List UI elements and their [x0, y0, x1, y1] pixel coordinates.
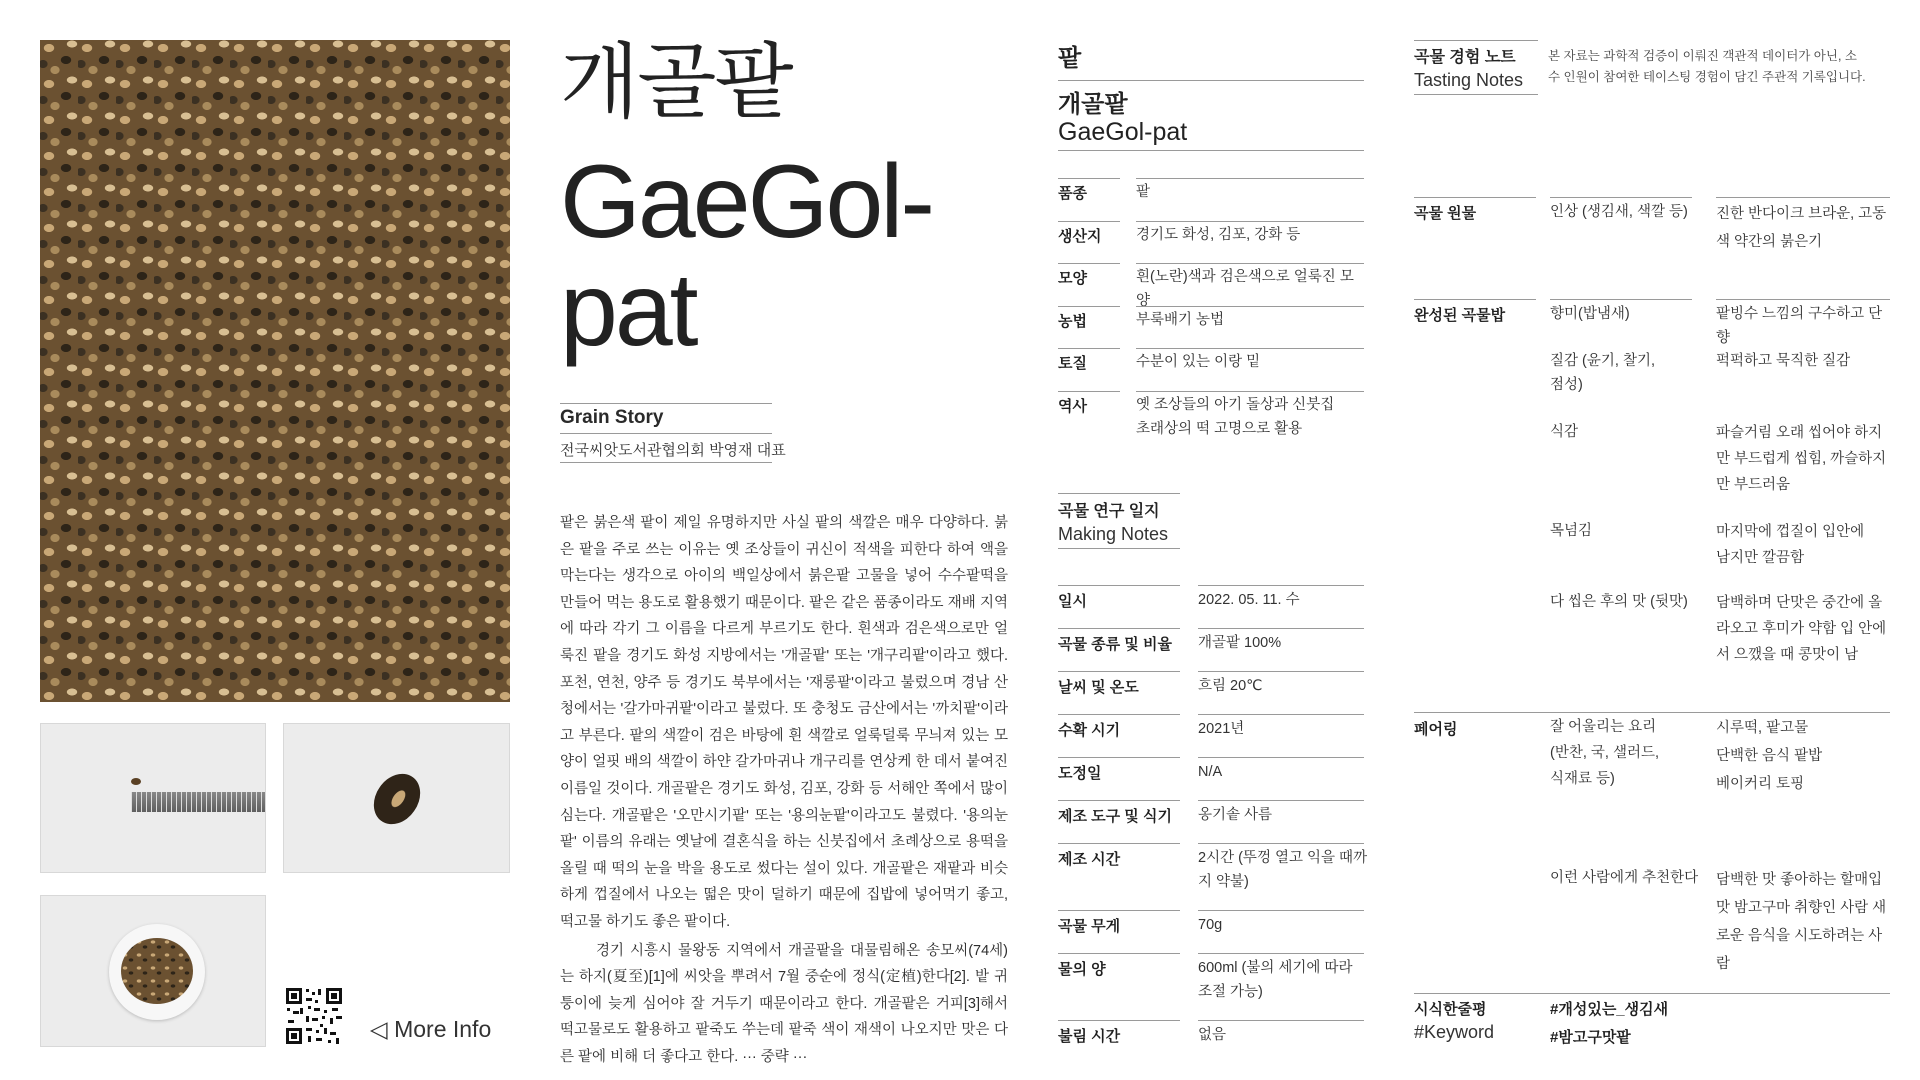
- cooked-section-label: 완성된 곡물밥: [1414, 307, 1506, 324]
- making-row-water: [1058, 953, 1364, 1013]
- making-row-value: 2022. 05. 11. 수: [1198, 592, 1300, 608]
- keyword-tag: #개성있는_생김새: [1550, 1001, 1669, 1018]
- making-row-value: N/A: [1198, 764, 1223, 780]
- tasting-title-en: Tasting Notes: [1414, 70, 1524, 90]
- cooked-value-swallow: 마지막에 껍질이 입안에 남지만 깔끔함: [1716, 524, 1865, 566]
- pairing-value-recommend: 담백한 맛 좋아하는 할매입맛 밤고구마 취향인 사람 새로운 음식을 시도하려는 사람: [1716, 872, 1887, 972]
- card-row-label: 농법: [1058, 313, 1087, 330]
- making-row-value: 없음: [1198, 1027, 1227, 1043]
- making-row-label: 날씨 및 온도: [1058, 679, 1139, 696]
- title-korean: 개골팥: [560, 37, 792, 128]
- more-info-link[interactable]: ◁ More Info: [370, 1016, 492, 1042]
- making-row-milling: [1058, 757, 1364, 797]
- keyword-title-ko: 시식한줄평: [1414, 1001, 1487, 1018]
- card-row-label: 토질: [1058, 355, 1087, 372]
- making-row-label: 도정일: [1058, 765, 1102, 782]
- story-paragraph-1: 팥은 붉은색 팥이 제일 유명하지만 사실 팥의 색깔은 매우 다양하다. 붉은 팥을 주로 쓰는 이유는 옛 조상들이 귀신이 적색을 피한다 하여 액을 막는다는 생각으로 아이의 백일상에서 붉은팥 고물을 넣어 수수팥떡을 만들어 먹는 용도로 활용했기 때문이다. 팥은 같은 품종이라도 재배 지역에 따라 각기 그 이름을 다르게 부르기도 한다. 흰색과 검은색으로만 얼룩진 팥을 경기도 화성 지방에서는 '개골팥' 또는 '개구리팥'이라고 했다. 포천, 연천, 양주 등 경기도 북부에서는 '재롱팥'이라고 불렀으며 경남 산청에서는 '갈가마귀팥'이라고 불렀다. 또 충청도 금산에서는 '까치팥'이라고 부른다. 팥의 색깔이 검은 바탕에 흰 색깔로 얼룩덜룩 무늬져 있는 모양이 얼핏 배의 색깔이 하얀 갈가마귀나 개구리를 연상케 한 데서 붙여진 이름일 것이다. 개골팥은 경기도 화성, 김포, 강화 등 서해안 쪽에서 많이 심는다. 개골팥은 '오만시기팥' 또는 '용의눈팥'이라고도 불렸다. '용의눈팥' 이름의 유래는 옛날에 결혼식을 하는 신붓집에서 초례상으로 용떡을 올릴 때 떡의 눈을 박을 용도로 썼다는 설이 있다. 개골팥은 재팥과 비슷하게 껍질에서 나오는 떫은 맛이 덜하기 때문에 집밥에 넣어먹기 좋고, 떡고물 하기도 좋은 팥이다.: [560, 515, 1008, 930]
- making-row-label: 제조 시간: [1058, 851, 1121, 868]
- card-row-label: 모양: [1058, 270, 1087, 287]
- making-row-label: 수확 시기: [1058, 722, 1121, 739]
- card-row-value: 팥: [1136, 184, 1151, 200]
- making-row-value: 옹기솥 사름: [1198, 807, 1273, 823]
- raw-section-label: 곡물 원물: [1414, 205, 1477, 222]
- making-row-label: 물의 양: [1058, 961, 1106, 978]
- card-row-label: 역사: [1058, 398, 1087, 415]
- cooked-value-aroma: 팥빙수 느낌의 구수하고 단 향: [1716, 306, 1883, 346]
- pairing-section-label: 페어링: [1414, 721, 1458, 738]
- card-row-soil: [1058, 348, 1364, 388]
- bean-plate-photo: [40, 895, 266, 1047]
- cooked-value-mouthfeel: 파슬거림 오래 씹어야 하지만 부드럽게 씹힘, 까슬하지만 부드러움: [1716, 425, 1887, 493]
- making-row-value: 개골팥 100%: [1198, 635, 1282, 651]
- card-name-en: GaeGol-pat: [1058, 118, 1188, 146]
- card-row-label: 생산지: [1058, 228, 1102, 245]
- keyword-tag: #밤고구맛팥: [1550, 1029, 1631, 1046]
- single-bean-photo: [283, 723, 510, 873]
- pairing-value-dishes: 시루떡, 팥고물 단백한 음식 팥밥 베이커리 토핑: [1716, 720, 1823, 792]
- card-row-value: 수분이 있는 이랑 밑: [1136, 354, 1261, 370]
- making-row-value: 600ml (불의 세기에 따라 조절 가능): [1198, 960, 1353, 1000]
- qr-code[interactable]: [284, 986, 344, 1046]
- story-body: [560, 510, 1008, 1070]
- card-row-value: 부룩배기 농법: [1136, 312, 1225, 328]
- cooked-aspect-aroma: 향미(밥냄새): [1550, 306, 1630, 322]
- making-row-label: 곡물 무게: [1058, 918, 1121, 935]
- making-row-label: 제조 도구 및 식기: [1058, 808, 1172, 825]
- making-row-label: 일시: [1058, 593, 1087, 610]
- keyword-title-en: #Keyword: [1414, 1022, 1495, 1042]
- title-english-line1: GaeGol-: [560, 144, 933, 260]
- tasting-title-ko: 곡물 경험 노트: [1414, 49, 1516, 66]
- title-english-line2: pat: [560, 252, 696, 368]
- bean-with-ruler-photo: [40, 723, 266, 873]
- making-row-time: [1058, 843, 1368, 903]
- making-row-label: 불림 시간: [1058, 1028, 1121, 1045]
- cooked-aspect-texture: 질감 (윤기, 찰기, 점성): [1550, 353, 1655, 393]
- making-notes-title-en: Making Notes: [1058, 524, 1169, 544]
- card-row-variety: [1058, 178, 1364, 218]
- making-row-weather: [1058, 671, 1364, 711]
- card-row-history: [1058, 391, 1364, 451]
- pairing-aspect-recommend: 이런 사람에게 추천한다: [1550, 870, 1699, 886]
- card-row-value: 옛 조상들의 아기 돌상과 신붓집 초래상의 떡 고명으로 활용: [1136, 397, 1335, 437]
- grain-story-author: 전국씨앗도서관협의회 박영재 대표: [560, 442, 786, 459]
- making-row-value: 70g: [1198, 917, 1223, 933]
- story-paragraph-2: 경기 시흥시 물왕동 지역에서 개골팥을 대물림해온 송모씨(74세)는 하지(夏至)[1]에 씨앗을 뿌려서 7월 중순에 정식(定植)한다[2]. 밭 귀퉁이에 늦게 심어야 잘 거두기 때문이라고 한다. 개골팥은 거피[3]해서 떡고물로도 활용하고 팥죽도 쑤는데 팥죽 색이 재색이 나오지만 맛은 다른 팥에 비해 더 좋다고 한다. ··· 중략 ···: [560, 942, 1008, 1065]
- making-row-value: 2021년: [1198, 721, 1245, 737]
- making-row-soak: [1058, 1020, 1364, 1060]
- making-row-label: 곡물 종류 및 비율: [1058, 636, 1172, 653]
- grain-story-label: Grain Story: [560, 407, 664, 428]
- making-notes-title-ko: 곡물 연구 일지: [1058, 503, 1160, 520]
- making-row-weight: [1058, 910, 1364, 950]
- cooked-aspect-mouthfeel: 식감: [1550, 424, 1579, 440]
- raw-aspect: 인상 (생김새, 색깔 등): [1550, 204, 1688, 220]
- making-row-tools: [1058, 800, 1364, 840]
- making-row-date: [1058, 585, 1364, 625]
- making-row-ratio: [1058, 628, 1364, 668]
- card-row-label: 품종: [1058, 185, 1087, 202]
- making-row-value: 흐림 20℃: [1198, 678, 1263, 694]
- card-row-value: 경기도 화성, 김포, 강화 등: [1136, 227, 1301, 243]
- bean-main-photo: [40, 40, 510, 702]
- making-row-harvest: [1058, 714, 1364, 754]
- card-row-shape: [1058, 263, 1364, 309]
- cooked-aspect-aftertaste: 다 씹은 후의 맛 (뒷맛): [1550, 594, 1688, 610]
- category-label: 팥: [1058, 45, 1082, 72]
- card-row-farming: [1058, 306, 1364, 346]
- card-name-ko: 개골팥: [1058, 91, 1128, 118]
- pairing-aspect-dishes: 잘 어울리는 요리 (반찬, 국, 샐러드, 식재료 등): [1550, 719, 1660, 787]
- card-row-origin: [1058, 221, 1364, 261]
- tasting-disclaimer: 본 자료는 과학적 검증이 이뤄진 객관적 데이터가 아닌, 소수 인원이 참여한 테이스팅 경험이 담긴 주관적 기록입니다.: [1548, 49, 1866, 84]
- cooked-value-texture: 퍽퍽하고 묵직한 질감: [1716, 353, 1851, 369]
- cooked-aspect-swallow: 목넘김: [1550, 523, 1593, 539]
- raw-value: 진한 반다이크 브라운, 고동색 약간의 붉은기: [1716, 206, 1887, 250]
- making-row-value: 2시간 (뚜껑 열고 익을 때까지 약불): [1198, 850, 1368, 890]
- cooked-value-aftertaste: 담백하며 단맛은 중간에 올라오고 후미가 약함 입 안에서 으깼을 때 콩맛이 남: [1716, 595, 1887, 663]
- card-row-value: 흰(노란)색과 검은색으로 얼룩진 모양: [1136, 269, 1354, 309]
